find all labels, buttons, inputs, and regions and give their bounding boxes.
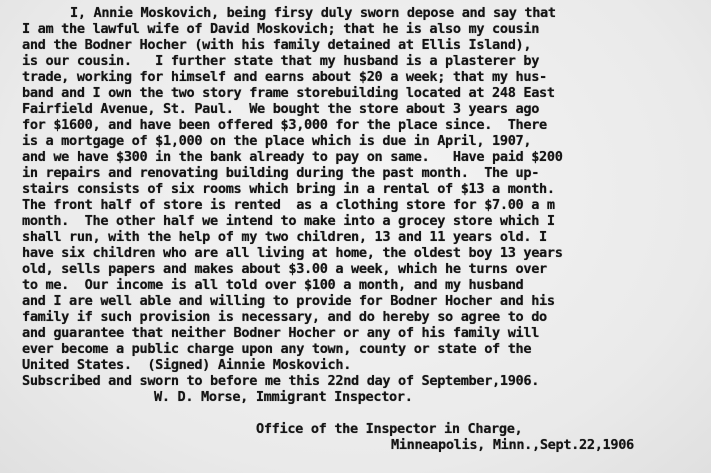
- affidavit-line: and the Bodner Hocher (with his family detained at Ellis Island),: [22, 37, 532, 53]
- affidavit-line: to me. Our income is all told over $100 a month, and my husband: [22, 277, 524, 293]
- affidavit-line: for $1600, and have been offered $3,000 for the place since. There: [22, 117, 547, 133]
- affidavit-line: stairs consists of six rooms which bring in a rental of $13 a month.: [22, 181, 555, 197]
- affidavit-line: band and I own the two story frame storebuilding located at 248 East: [22, 85, 555, 101]
- place-and-date: Minneapolis, Minn.,Sept.22,1906: [391, 437, 634, 453]
- affidavit-line: Fairfield Avenue, St. Paul. We bought the store about 3 years ago: [22, 101, 540, 117]
- affidavit-line: The front half of store is rented as a clothing store for $7.00 a m: [22, 197, 555, 213]
- jurat-line: Subscribed and sworn to before me this 22nd day of September,1906.: [22, 373, 540, 389]
- affidavit-line: and I are well able and willing to provide for Bodner Hocher and his: [22, 293, 555, 309]
- affidavit-line: I am the lawful wife of David Moskovich; that he is also my cousin: [22, 21, 540, 37]
- affidavit-line: have six children who are all living at home, the oldest boy 13 years: [22, 245, 563, 261]
- affidavit-line: is a mortgage of $1,000 on the place which is due in April, 1907,: [22, 133, 532, 149]
- affidavit-line: month. The other half we intend to make into a grocey store which I: [22, 213, 555, 229]
- affidavit-line: and we have $300 in the bank already to pay on same. Have paid $200: [22, 149, 563, 165]
- affidavit-line: shall run, with the help of my two children, 13 and 11 years old. I: [22, 229, 547, 245]
- affidavit-line: is our cousin. I further state that my husband is a plasterer by: [22, 53, 540, 69]
- affidavit-line: trade, working for himself and earns about $20 a week; that my hus-: [22, 69, 547, 85]
- inspector-signature: W. D. Morse, Immigrant Inspector.: [154, 389, 413, 405]
- affidavit-line: I, Annie Moskovich, being firsy duly sworn depose and say that: [70, 5, 556, 21]
- affidavit-line: family if such provision is necessary, and do hereby so agree to do: [22, 309, 547, 325]
- office-title: Office of the Inspector in Charge,: [256, 421, 523, 437]
- affidavit-line: old, sells papers and makes about $3.00 a week, which he turns over: [22, 261, 547, 277]
- affidavit-line: ever become a public charge upon any town, county or state of the: [22, 341, 532, 357]
- affidavit-line: in repairs and renovating building during the past month. The up-: [22, 165, 540, 181]
- affidavit-line: and guarantee that neither Bodner Hocher or any of his family will: [22, 325, 540, 341]
- signature-line: United States. (Signed) Ainnie Moskovich.: [22, 357, 352, 373]
